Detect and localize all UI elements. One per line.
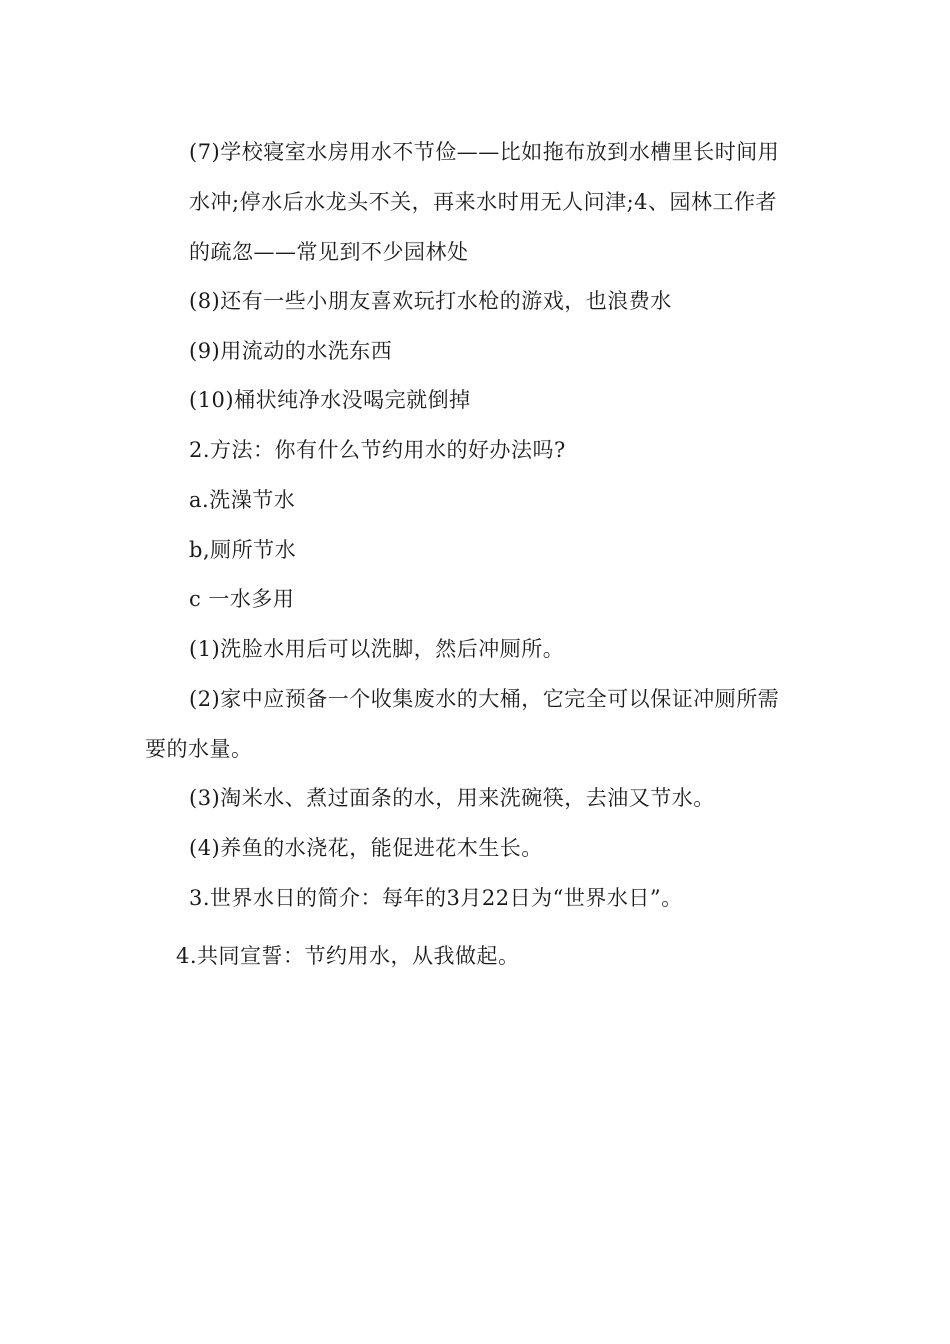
text-line: (3)淘米水、煮过面条的水，用来洗碗筷，去油又节水。 <box>189 786 715 810</box>
text-line: (9)用流动的水洗东西 <box>189 339 393 363</box>
text-line: b,厕所节水 <box>189 538 297 562</box>
text-line: 的疏忽——常见到不少园林处 <box>189 240 469 264</box>
text-line: 水冲;停水后水龙头不关，再来水时用无人问津;4、园林工作者 <box>189 190 778 214</box>
text-line: 要的水量。 <box>145 737 253 761</box>
text-line: (10)桶状纯净水没喝完就倒掉 <box>189 388 471 412</box>
text-line: (8)还有一些小朋友喜欢玩打水枪的游戏，也浪费水 <box>189 289 672 313</box>
text-line: a.洗澡节水 <box>189 488 296 512</box>
text-line: 2.方法：你有什么节约用水的好办法吗? <box>189 438 566 462</box>
text-line: c 一水多用 <box>189 587 295 611</box>
text-line: 3.世界水日的简介：每年的3月22日为“世界水日”。 <box>189 886 683 910</box>
text-line: (1)洗脸水用后可以洗脚，然后冲厕所。 <box>189 637 565 661</box>
text-line: (7)学校寝室水房用水不节俭——比如拖布放到水槽里长时间用 <box>189 140 780 164</box>
text-line: (4)养鱼的水浇花，能促进花木生长。 <box>189 836 543 860</box>
text-line: (2)家中应预备一个收集废水的大桶，它完全可以保证冲厕所需 <box>189 687 780 711</box>
text-line: 4.共同宣誓：节约用水，从我做起。 <box>176 944 520 968</box>
